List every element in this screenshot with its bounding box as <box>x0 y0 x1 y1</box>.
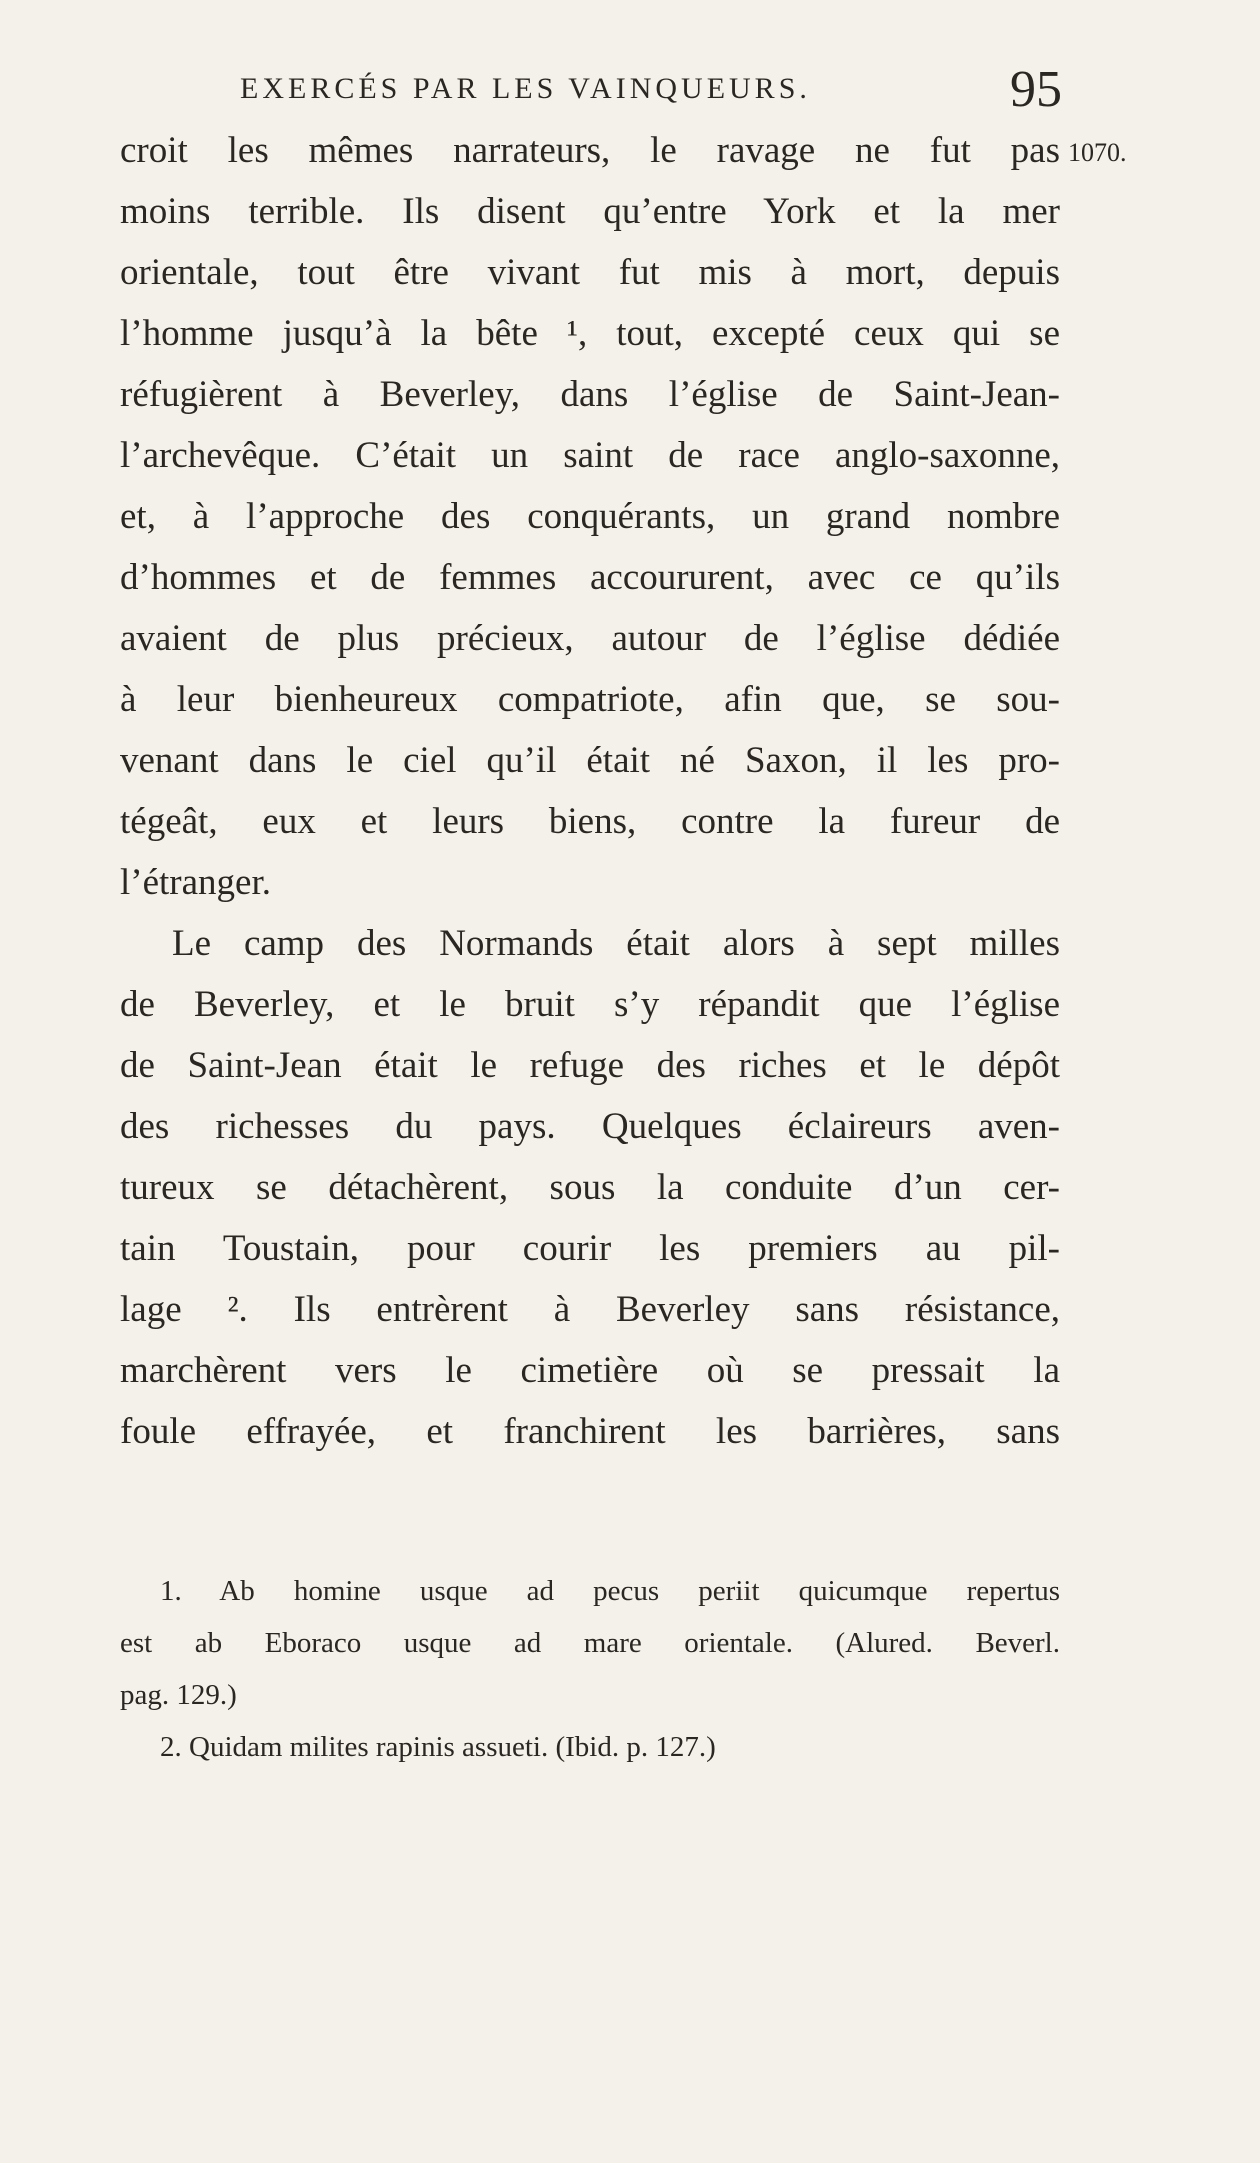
text-line: orientale, tout être vivant fut mis à mort, depuis <box>120 252 1060 293</box>
text-line: d’hommes et de femmes accoururent, avec ce qu’ils <box>120 557 1060 598</box>
text-line: de Beverley, et le bruit s’y répandit que l’église <box>120 984 1060 1025</box>
text-line: tain Toustain, pour courir les premiers au pil- <box>120 1228 1060 1269</box>
text-line: des richesses du pays. Quelques éclaireurs aven- <box>120 1106 1060 1147</box>
text-line: lage ². Ils entrèrent à Beverley sans résistance, <box>120 1289 1060 1330</box>
text-line: croit les mêmes narrateurs, le ravage ne fut pas <box>120 130 1060 171</box>
text-line: l’archevêque. C’était un saint de race anglo-saxonne, <box>120 435 1060 476</box>
text-line: à leur bienheureux compatriote, afin que, se sou- <box>120 679 1060 720</box>
text-line: venant dans le ciel qu’il était né Saxon, il les pro- <box>120 740 1060 781</box>
text-line: marchèrent vers le cimetière où se pressait la <box>120 1350 1060 1391</box>
text-line: l’homme jusqu’à la bête ¹, tout, excepté ceux qui se <box>120 313 1060 354</box>
text-line: tégeât, eux et leurs biens, contre la fureur de <box>120 801 1060 842</box>
footnote-2-line: 2. Quidam milites rapinis assueti. (Ibid. p. 127.) <box>160 1731 716 1763</box>
text-line: tureux se détachèrent, sous la conduite d’un cer- <box>120 1167 1060 1208</box>
text-line: moins terrible. Ils disent qu’entre York et la mer <box>120 191 1060 232</box>
text-line: réfugièrent à Beverley, dans l’église de Saint-Jean- <box>120 374 1060 415</box>
footnote-1-line: pag. 129.) <box>120 1679 237 1711</box>
text-line: avaient de plus précieux, autour de l’église dédiée <box>120 618 1060 659</box>
text-line: et, à l’approche des conquérants, un grand nombre <box>120 496 1060 537</box>
text-line: foule effrayée, et franchirent les barrières, sans <box>120 1411 1060 1452</box>
paragraph-start-line: Le camp des Normands était alors à sept milles <box>172 923 1060 964</box>
main-text <box>120 120 1060 1462</box>
footnote-1-line: est ab Eboraco usque ad mare orientale. (Alured. Beverl. <box>120 1627 1060 1659</box>
text-line: de Saint-Jean était le refuge des riches et le dépôt <box>120 1045 1060 1086</box>
running-title: EXERCÉS PAR LES VAINQUEURS. <box>240 72 811 105</box>
page-number: 95 <box>1010 61 1062 118</box>
footnote-1-line: 1. Ab homine usque ad pecus periit quicumque repertus <box>160 1575 1060 1607</box>
footnotes <box>120 1565 1060 1773</box>
text-line: l’étranger. <box>120 862 271 903</box>
margin-year-note: 1070. <box>1068 138 1127 167</box>
